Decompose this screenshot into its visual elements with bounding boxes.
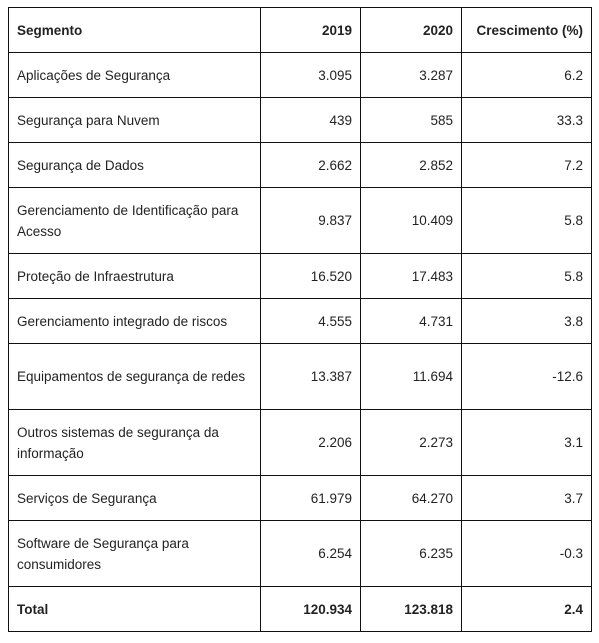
segment-cell: Gerenciamento integrado de riscos <box>9 299 261 344</box>
total-2020: 123.818 <box>361 587 462 632</box>
value-2019-cell: 9.837 <box>261 188 361 254</box>
segment-cell: Aplicações de Segurança <box>9 53 261 98</box>
header-growth: Crescimento (%) <box>462 8 592 53</box>
table-row <box>9 410 592 476</box>
value-2019-cell: 61.979 <box>261 476 361 521</box>
total-growth: 2.4 <box>462 587 592 632</box>
value-2019-cell: 2.662 <box>261 143 361 188</box>
value-2020-cell: 4.731 <box>361 299 462 344</box>
value-2020-cell: 2.273 <box>361 410 462 476</box>
table-row <box>9 521 592 587</box>
growth-cell: 3.8 <box>462 299 592 344</box>
segment-cell: Outros sistemas de segurança da informação <box>9 410 261 476</box>
value-2019-cell: 2.206 <box>261 410 361 476</box>
value-2020-cell: 11.694 <box>361 344 462 410</box>
total-2019: 120.934 <box>261 587 361 632</box>
table-row <box>9 344 592 410</box>
growth-cell: -0.3 <box>462 521 592 587</box>
table-row <box>9 53 592 98</box>
growth-cell: 5.8 <box>462 254 592 299</box>
growth-cell: 6.2 <box>462 53 592 98</box>
segment-cell: Segurança para Nuvem <box>9 98 261 143</box>
table-row <box>9 254 592 299</box>
segment-cell: Software de Segurança para consumidores <box>9 521 261 587</box>
segment-cell: Serviços de Segurança <box>9 476 261 521</box>
growth-cell: 33.3 <box>462 98 592 143</box>
value-2019-cell: 439 <box>261 98 361 143</box>
growth-cell: 7.2 <box>462 143 592 188</box>
header-2020: 2020 <box>361 8 462 53</box>
segment-growth-table <box>8 7 592 632</box>
table-header-row <box>9 8 592 53</box>
value-2019-cell: 3.095 <box>261 53 361 98</box>
header-segment: Segmento <box>9 8 261 53</box>
growth-cell: 5.8 <box>462 188 592 254</box>
value-2020-cell: 10.409 <box>361 188 462 254</box>
value-2020-cell: 6.235 <box>361 521 462 587</box>
segment-cell: Segurança de Dados <box>9 143 261 188</box>
growth-cell: -12.6 <box>462 344 592 410</box>
table-row <box>9 188 592 254</box>
table-row <box>9 299 592 344</box>
total-row <box>9 587 592 632</box>
value-2020-cell: 17.483 <box>361 254 462 299</box>
table-row <box>9 143 592 188</box>
growth-cell: 3.1 <box>462 410 592 476</box>
value-2019-cell: 13.387 <box>261 344 361 410</box>
value-2020-cell: 3.287 <box>361 53 462 98</box>
table-row <box>9 98 592 143</box>
segment-cell: Proteção de Infraestrutura <box>9 254 261 299</box>
value-2020-cell: 585 <box>361 98 462 143</box>
table-row <box>9 476 592 521</box>
value-2019-cell: 16.520 <box>261 254 361 299</box>
segment-cell: Gerenciamento de Identificação para Acesso <box>9 188 261 254</box>
value-2019-cell: 6.254 <box>261 521 361 587</box>
total-label: Total <box>9 587 261 632</box>
segment-cell: Equipamentos de segurança de redes <box>9 344 261 410</box>
value-2019-cell: 4.555 <box>261 299 361 344</box>
header-2019: 2019 <box>261 8 361 53</box>
growth-cell: 3.7 <box>462 476 592 521</box>
value-2020-cell: 64.270 <box>361 476 462 521</box>
value-2020-cell: 2.852 <box>361 143 462 188</box>
